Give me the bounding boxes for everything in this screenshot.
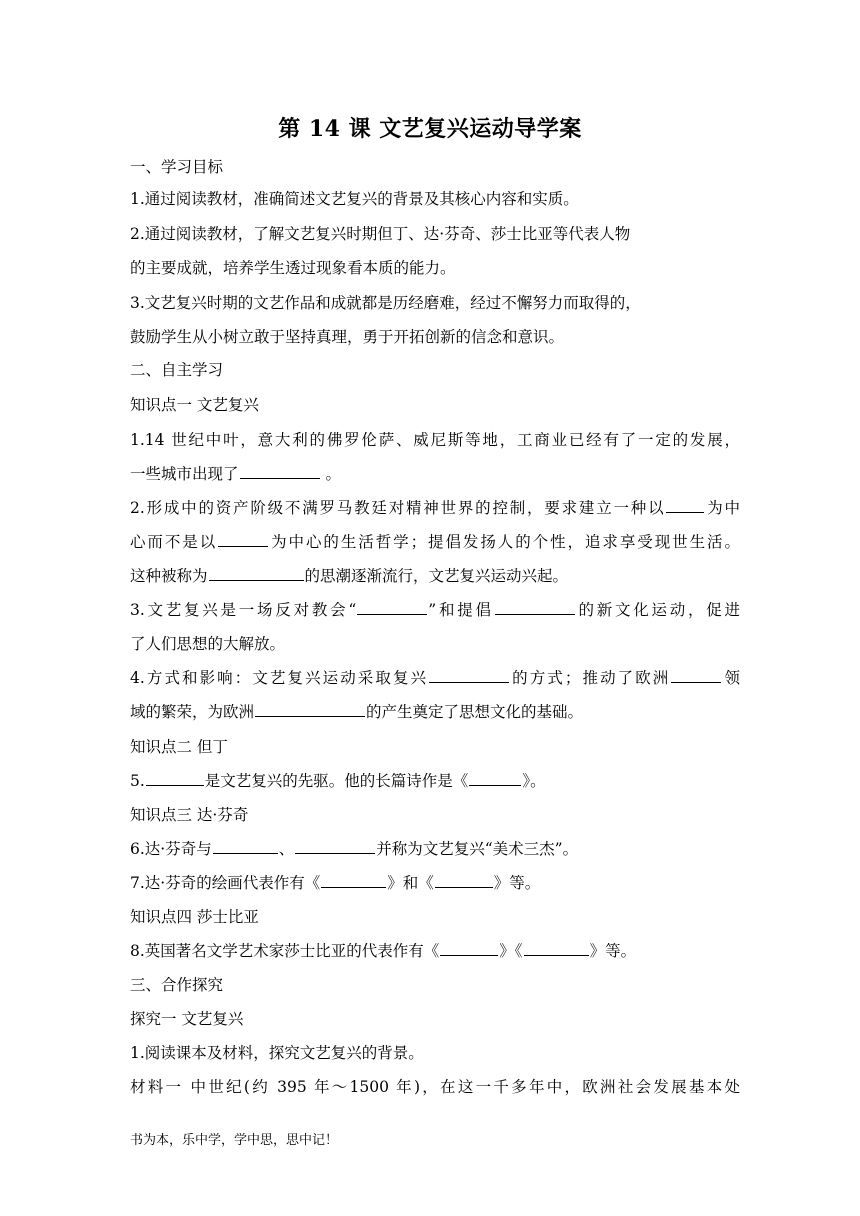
question-7: 7.达·芬奇的绘画代表作有《 》和《 》等。 (130, 874, 541, 892)
question-2-line-3: 这种被称为 的思潮逐渐流行，文艺复兴运动兴起。 (130, 567, 569, 585)
section-heading-self-study: 二、自主学习 (130, 361, 224, 379)
fill-blank[interactable] (209, 565, 304, 581)
question-4-line-1: 4.方式和影响：文艺复兴运动采取复兴 的方式；推动了欧洲 领 (130, 669, 740, 687)
fill-blank[interactable] (524, 940, 589, 956)
fill-blank[interactable] (666, 497, 704, 513)
inquiry-1-task: 1.阅读课本及材料，探究文艺复兴的背景。 (130, 1044, 424, 1062)
question-4-line-2: 域的繁荣，为欧洲 的产生奠定了思想文化的基础。 (130, 703, 584, 721)
fill-blank[interactable] (240, 463, 320, 479)
fill-blank[interactable] (495, 599, 575, 615)
question-8: 8.英国著名文学艺术家莎士比亚的代表作有《 》《 》等。 (130, 942, 637, 960)
objective-2-line-2: 的主要成就，培养学生透过现象看本质的能力。 (130, 259, 456, 277)
question-6: 6.达·芬奇与 、 并称为文艺复兴“美术三杰”。 (130, 840, 579, 858)
fill-blank[interactable] (671, 667, 721, 683)
knowledge-point-3-heading: 知识点三 达·芬奇 (130, 806, 249, 824)
fill-blank[interactable] (295, 838, 375, 854)
question-5: 5. 是文艺复兴的先驱。他的长篇诗作是《 》。 (130, 772, 546, 790)
material-1-line: 材料一 中世纪(约 395 年～1500 年)，在这一千多年中，欧洲社会发展基本处 (130, 1078, 740, 1096)
objective-1: 1.通过阅读教材，准确简述文艺复兴的背景及其核心内容和实质。 (130, 190, 579, 208)
inquiry-1-heading: 探究一 文艺复兴 (130, 1010, 244, 1028)
knowledge-point-4-heading: 知识点四 莎士比亚 (130, 908, 259, 926)
fill-blank[interactable] (440, 940, 498, 956)
fill-blank[interactable] (357, 599, 427, 615)
fill-blank[interactable] (255, 701, 365, 717)
page-title: 第 14 课 文艺复兴运动导学案 (278, 116, 582, 142)
section-heading-cooperation: 三、合作探究 (130, 976, 224, 994)
question-1-line-2: 一些城市出现了 。 (130, 465, 341, 483)
fill-blank[interactable] (321, 872, 386, 888)
objective-3-line-2: 鼓励学生从小树立敢于坚持真理，勇于开拓创新的信念和意识。 (130, 328, 565, 346)
objective-2-line-1: 2.通过阅读教材，了解文艺复兴时期但丁、达·芬奇、莎士比亚等代表人物 (130, 225, 631, 243)
objective-3-line-1: 3.文艺复兴时期的文艺作品和成就都是历经磨难，经过不懈努力而取得的， (130, 294, 641, 312)
fill-blank[interactable] (469, 770, 521, 786)
page-footer: 书为本，乐中学，学中思，思中记！ (130, 1133, 339, 1148)
fill-blank[interactable] (435, 872, 493, 888)
fill-blank[interactable] (213, 838, 278, 854)
section-heading-objectives: 一、学习目标 (130, 158, 224, 176)
fill-blank[interactable] (218, 531, 268, 547)
knowledge-point-2-heading: 知识点二 但丁 (130, 738, 228, 756)
question-3-line-2: 了人们思想的大解放。 (130, 635, 286, 653)
question-2-line-2: 心而不是以 为中心的生活哲学；提倡发扬人的个性，追求享受现世生活。 (130, 533, 740, 551)
question-1-line-1: 1.14 世纪中叶，意大利的佛罗伦萨、威尼斯等地，工商业已经有了一定的发展， (130, 431, 740, 449)
fill-blank[interactable] (146, 770, 204, 786)
fill-blank[interactable] (429, 667, 509, 683)
question-2-line-1: 2.形成中的资产阶级不满罗马教廷对精神世界的控制，要求建立一种以 为中 (130, 499, 740, 517)
knowledge-point-1-heading: 知识点一 文艺复兴 (130, 396, 259, 414)
question-3-line-1: 3.文艺复兴是一场反对教会“ ”和提倡 的新文化运动，促进 (130, 601, 740, 619)
